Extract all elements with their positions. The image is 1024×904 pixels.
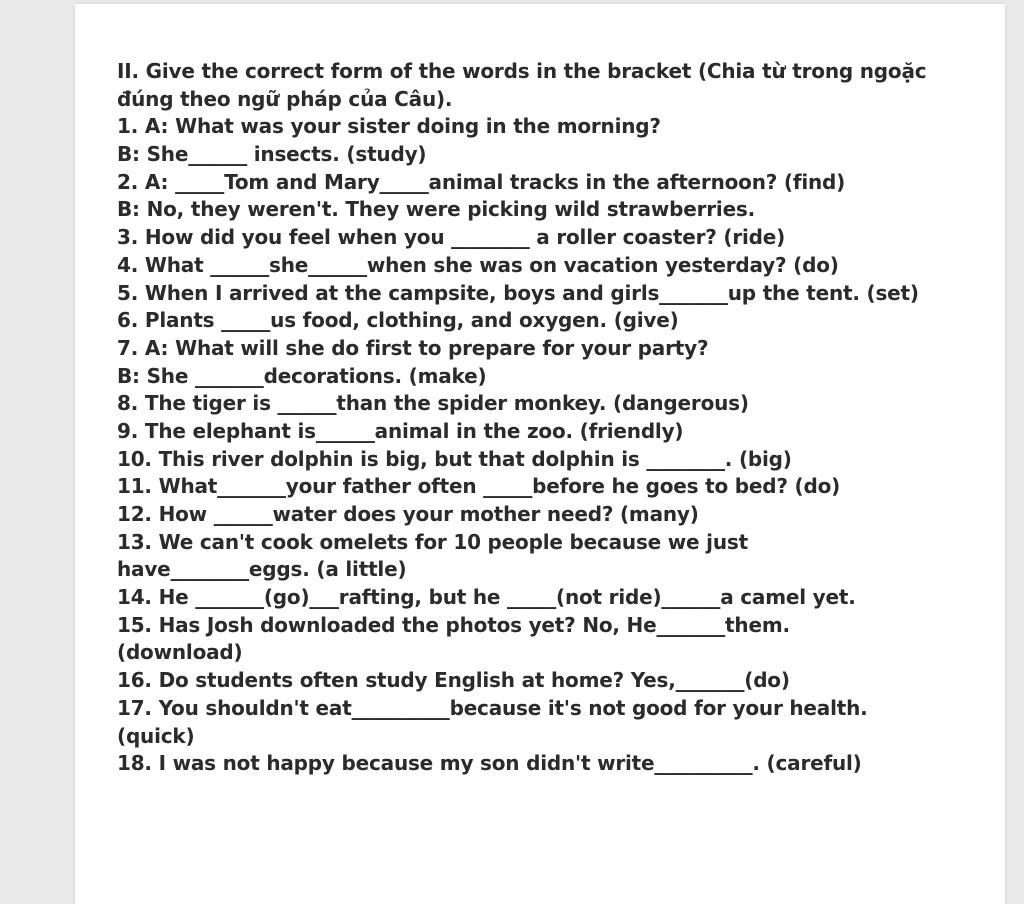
exercise-line-18: 18. I was not happy because my son didn't write__________. (careful): [117, 751, 862, 776]
exercise-line-16: 16. Do students often study English at home? Yes,_______(do): [117, 668, 790, 693]
exercise-line-4: 4. What ______she______when she was on vacation yesterday? (do): [117, 252, 839, 277]
exercise-line-2b: B: No, they weren't. They were picking wild strawberries.: [117, 197, 756, 222]
exercise-line-17a: 17. You shouldn't eat__________because it's not good for your health.: [117, 695, 868, 720]
exercise-line-8: 8. The tiger is ______than the spider monkey. (dangerous): [117, 391, 749, 416]
exercise-line-1a: 1. A: What was your sister doing in the morning?: [117, 114, 661, 139]
exercise-line-12: 12. How ______water does your mother need? (many): [117, 502, 699, 526]
worksheet-page: [75, 4, 1005, 904]
exercise-line-11: 11. What_______your father often _____before he goes to bed? (do): [117, 474, 841, 499]
exercise-line-15a: 15. Has Josh downloaded the photos yet? No, He_______them.: [117, 612, 790, 637]
exercise-text: [117, 58, 977, 778]
instruction-heading-line-2: đúng theo ngữ pháp của Câu).: [117, 86, 453, 111]
exercise-line-17b: (quick): [117, 723, 195, 748]
exercise-line-10: 10. This river dolphin is big, but that dolphin is ________. (big): [117, 446, 792, 471]
exercise-line-13a: 13. We can't cook omelets for 10 people because we just: [117, 529, 748, 554]
exercise-line-13b: have________eggs. (a little): [117, 557, 407, 582]
exercise-line-2a: 2. A: _____Tom and Mary_____animal tracks in the afternoon? (find): [117, 169, 846, 194]
instruction-heading-line-1: II. Give the correct form of the words in the bracket (Chia từ trong ngoặc: [117, 59, 927, 83]
exercise-line-5: 5. When I arrived at the campsite, boys and girls_______up the tent. (set): [117, 280, 919, 305]
exercise-line-14: 14. He _______(go)___rafting, but he _____(not ride)______a camel yet.: [117, 585, 856, 610]
exercise-line-3: 3. How did you feel when you ________ a roller coaster? (ride): [117, 225, 786, 250]
exercise-line-7b: B: She _______decorations. (make): [117, 363, 487, 388]
exercise-line-1b: B: She______ insects. (study): [117, 142, 427, 167]
exercise-line-6: 6. Plants _____us food, clothing, and oxygen. (give): [117, 308, 679, 333]
exercise-line-15b: (download): [117, 640, 243, 665]
exercise-line-9: 9. The elephant is______animal in the zoo. (friendly): [117, 418, 684, 443]
exercise-line-7a: 7. A: What will she do first to prepare for your party?: [117, 335, 709, 360]
